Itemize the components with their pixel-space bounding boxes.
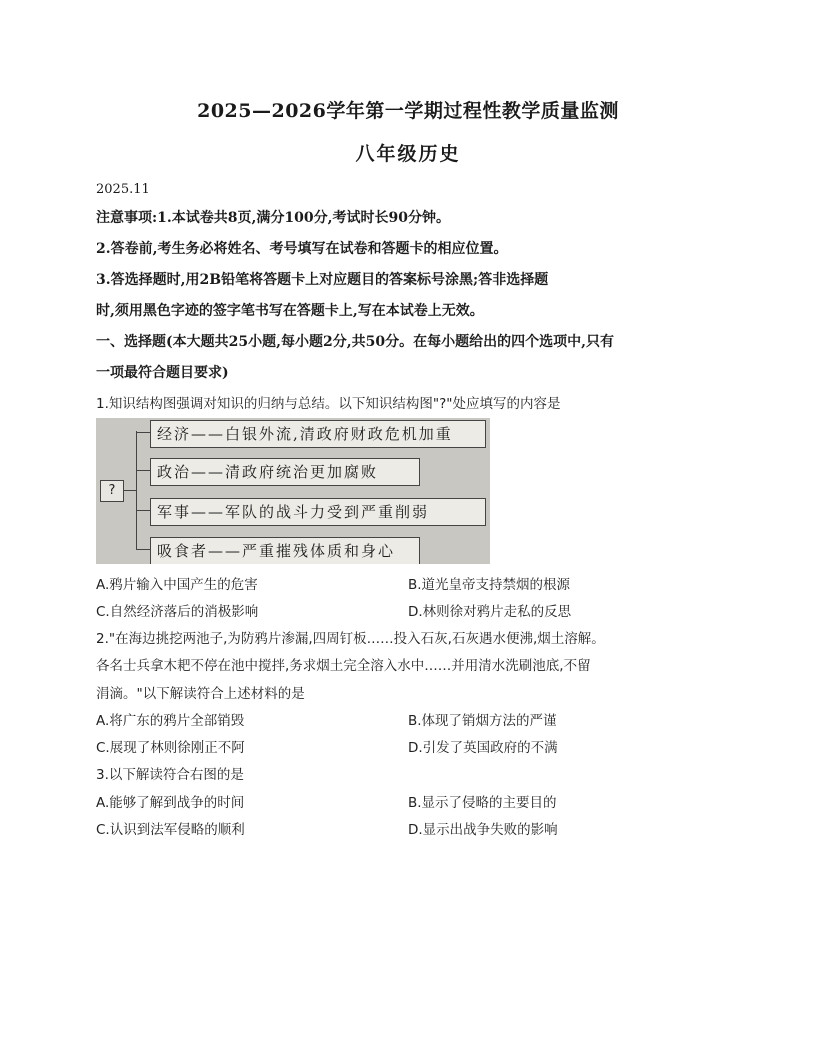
figure-row-economy: 经济——白银外流,清政府财政危机加重 — [150, 420, 486, 448]
q2-option-d: D.引发了英国政府的不满 — [408, 740, 558, 756]
q3-option-d: D.显示出战争失败的影响 — [408, 822, 558, 838]
q1-knowledge-structure-figure — [96, 418, 490, 564]
figure-connector — [124, 490, 136, 491]
q2-option-c: C.展现了林则徐刚正不阿 — [96, 740, 245, 756]
q2-option-a: A.将广东的鸦片全部销毁 — [96, 713, 245, 729]
q2-stem-line-2: 各名士兵拿木耙不停在池中搅拌,务求烟土完全溶入水中……并用清水洗刷池底,不留 — [96, 658, 591, 674]
figure-row-military: 军事——军队的战斗力受到严重削弱 — [150, 498, 486, 526]
q1-stem: 1.知识结构图强调对知识的归纳与总结。以下知识结构图"?"处应填写的内容是 — [96, 396, 561, 412]
note-3: 3.答选择题时,用2B铅笔将答题卡上对应题目的答案标号涂黑;答非选择题 — [96, 272, 549, 288]
figure-row-smokers: 吸食者——严重摧残体质和身心 — [150, 537, 420, 564]
figure-bracket-line — [136, 431, 137, 549]
note-2: 2.答卷前,考生务必将姓名、考号填写在试卷和答题卡的相应位置。 — [96, 241, 508, 257]
q1-option-d: D.林则徐对鸦片走私的反思 — [408, 604, 572, 620]
q2-stem-line-1: 2."在海边挑挖两池子,为防鸦片渗漏,四周钉板……投入石灰,石灰遇水便沸,烟土溶解。 — [96, 631, 605, 647]
q1-option-b: B.道光皇帝支持禁烟的根源 — [408, 577, 571, 593]
q2-option-b: B.体现了销烟方法的严谨 — [408, 713, 557, 729]
exam-date: 2025.11 — [96, 182, 150, 197]
q1-option-c: C.自然经济落后的消极影响 — [96, 604, 259, 620]
q3-option-c: C.认识到法军侵略的顺利 — [96, 822, 245, 838]
exam-subtitle: 八年级历史 — [355, 143, 461, 165]
q2-stem-line-3: 涓滴。"以下解读符合上述材料的是 — [96, 686, 305, 702]
q1-option-a: A.鸦片输入中国产生的危害 — [96, 577, 258, 593]
figure-connector — [136, 432, 150, 433]
figure-row-politics: 政治——清政府统治更加腐败 — [150, 458, 420, 486]
q3-option-b: B.显示了侵略的主要目的 — [408, 795, 557, 811]
note-1: 注意事项:1.本试卷共8页,满分100分,考试时长90分钟。 — [96, 210, 450, 226]
section-heading-cont: 一项最符合题目要求) — [96, 365, 229, 381]
figure-question-mark-box: ? — [100, 480, 124, 502]
section-heading: 一、选择题(本大题共25小题,每小题2分,共50分。在每小题给出的四个选项中,只有 — [96, 334, 614, 350]
figure-connector — [136, 470, 150, 471]
figure-connector — [136, 510, 150, 511]
exam-title: 2025—2026学年第一学期过程性教学质量监测 — [197, 100, 619, 122]
figure-connector — [136, 549, 150, 550]
note-4: 时,须用黑色字迹的签字笔书写在答题卡上,写在本试卷上无效。 — [96, 303, 484, 319]
q3-option-a: A.能够了解到战争的时间 — [96, 795, 245, 811]
q3-stem: 3.以下解读符合右图的是 — [96, 767, 244, 783]
